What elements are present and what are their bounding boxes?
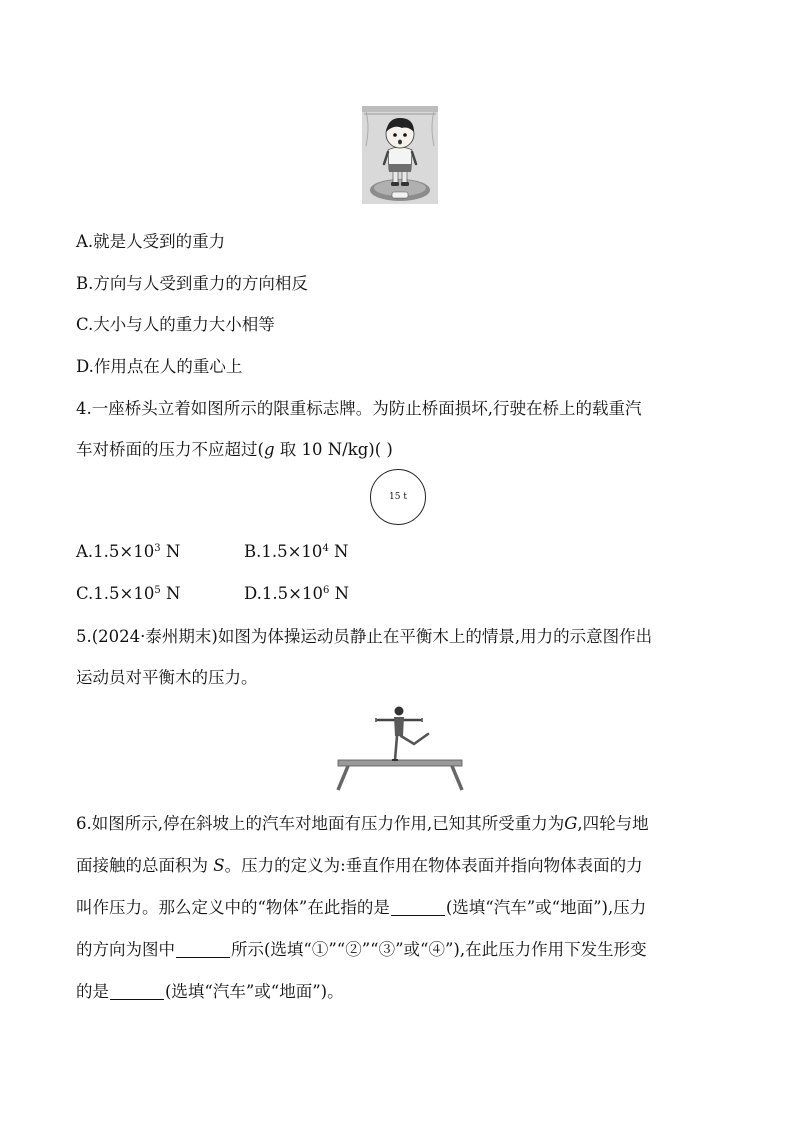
q4-option-d-unit: N [329,584,350,603]
weight-limit-text: 15 t [389,492,407,502]
q6-line3-post: (选填“汽车”或“地面”),压力 [445,898,647,917]
q4-option-a-exp: 3 [154,543,161,554]
q6-var-g: G [564,814,578,833]
q4-option-a-base: A.1.5×10 [76,542,155,561]
q6-line1-post: ,四轮与地 [577,814,649,833]
q6-line2-post: 。压力的定义为:垂直作用在物体表面并指向物体表面的力 [224,856,643,875]
boy-on-scale-figure [362,106,438,204]
q4-stem-line2-pre: 车对桥面的压力不应超过( [76,440,264,459]
q6-line1 [76,813,649,835]
gymnast-illustration [336,700,464,792]
q6-line2 [76,855,643,877]
q4-option-b-base: B.1.5×10 [244,542,323,561]
q4-option-c-base: C.1.5×10 [76,584,155,603]
q4-option-a-unit: N [160,542,181,561]
q6-var-s: S [213,856,225,875]
q3-option-b: B.方向与人受到重力的方向相反 [76,274,308,293]
q4-option-c-unit: N [160,584,181,603]
q4-stem-line2 [76,439,393,461]
q6-line5 [76,981,344,1003]
q4-option-d-exp: 6 [322,585,330,596]
q4-option-c [76,584,180,603]
q4-option-d-base: D.1.5×10 [244,584,323,603]
q6-line4-post: 所示(选填“①”“②”“③”或“④”),在此压力作用下发生形变 [231,940,647,959]
q4-option-c-exp: 5 [154,585,161,596]
q3-option-a: A.就是人受到的重力 [76,232,226,251]
q6-line2-pre: 面接触的总面积为 [76,856,214,875]
q6-line4-pre: 的方向为图中 [76,940,175,959]
q6-line5-pre: 的是 [76,982,109,1001]
q5-stem-line1: 5.(2024·泰州期末)如图为体操运动员静止在平衡木上的情景,用力的示意图作出 [76,627,653,646]
q6-line3 [76,897,646,919]
balance-beam-figure [336,700,464,792]
q6-answer-blank-1[interactable] [391,899,445,916]
q6-line4 [76,939,647,961]
q4-option-a [76,542,180,561]
q4-option-b-exp: 4 [322,543,329,554]
q4-stem-line1: 4.一座桥头立着如图所示的限重标志牌。为防止桥面损坏,行驶在桥上的载重汽 [76,399,642,418]
q6-line3-pre: 叫作压力。那么定义中的“物体”在此指的是 [76,898,390,917]
q5-stem-line2: 运动员对平衡木的压力。 [76,668,258,687]
boy-on-scale-illustration [362,106,438,204]
q4-var-g: g [263,440,275,459]
q6-line5-post: (选填“汽车”或“地面”)。 [165,982,344,1001]
q4-option-d [244,584,349,603]
q3-option-c: C.大小与人的重力大小相等 [76,315,275,334]
weight-limit-sign [370,469,426,525]
q6-answer-blank-2[interactable] [176,941,230,958]
q4-option-b [244,542,349,561]
q6-answer-blank-3[interactable] [110,983,164,1000]
q6-line1-pre: 6.如图所示,停在斜坡上的汽车对地面有压力作用,已知其所受重力为 [76,814,565,833]
q4-stem-line2-post: 取 10 N/kg)( ) [274,440,393,459]
q4-option-b-unit: N [328,542,349,561]
q3-option-d: D.作用点在人的重心上 [76,357,243,376]
